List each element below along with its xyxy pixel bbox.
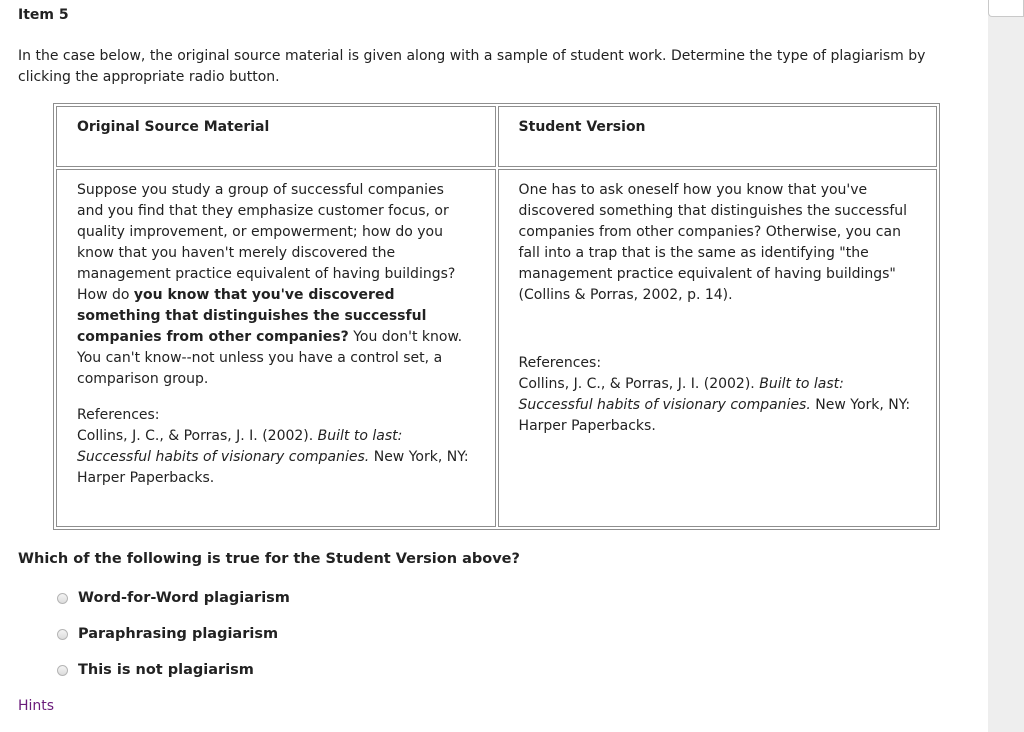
original-text-part2: You don't know. You can't know--not unless you have a control set, a comparison group. <box>77 329 463 387</box>
instructions-text: In the case below, the original source material is given along with a sample of student work. Determine the type of plagiarism by clicking the appropriate radio button. <box>18 48 926 85</box>
original-references-heading: References: <box>77 407 160 423</box>
option-label[interactable]: Word-for-Word plagiarism <box>78 590 290 606</box>
original-source-cell <box>56 169 496 527</box>
hints-link[interactable]: Hints <box>18 698 55 714</box>
option-label[interactable]: Paraphrasing plagiarism <box>78 626 279 642</box>
student-references <box>519 353 916 437</box>
original-text-part1: Suppose you study a group of successful companies and you find that they emphasize customer focus, or quality improvement, or empowerment; how do you know that you haven't merely discovered the management practice equivalent of having buildings? How do <box>77 182 456 303</box>
original-source-text <box>77 180 475 390</box>
option-word-for-word[interactable] <box>57 588 290 608</box>
original-reference-entry <box>77 426 475 489</box>
student-version-text: One has to ask oneself how you know that you've discovered something that distinguishes the successful companies from other companies? Otherwise, you can fall into a trap that is the same as identifying "the management practice equivalent of having buildings" (Collins & Porras, 2002, p. 14). <box>518 182 908 303</box>
original-references <box>77 405 475 489</box>
item-title: Item 5 <box>18 7 69 23</box>
option-paraphrasing[interactable] <box>57 624 278 644</box>
radio-button[interactable] <box>57 665 68 676</box>
option-not-plagiarism[interactable] <box>57 660 254 680</box>
side-rail <box>988 0 1024 732</box>
student-references-heading: References: <box>518 355 602 371</box>
side-panel-tab[interactable] <box>988 0 1024 17</box>
header-original-source: Original Source Material <box>56 106 496 167</box>
ref-publisher: New York, NY: Harper Paperbacks. <box>77 449 469 486</box>
ref-authors: Collins, J. C., & Porras, J. I. (2002). <box>77 428 318 444</box>
question-text: Which of the following is true for the Student Version above? <box>18 551 520 567</box>
ref-authors: Collins, J. C., & Porras, J. I. (2002). <box>518 376 760 392</box>
student-version-cell <box>498 169 937 527</box>
comparison-table <box>53 103 940 530</box>
ref-title: Built to last: Successful habits of visionary companies. <box>518 376 844 413</box>
radio-button[interactable] <box>57 629 68 640</box>
option-label[interactable]: This is not plagiarism <box>78 662 254 678</box>
ref-publisher: New York, NY: Harper Paperbacks. <box>518 397 911 434</box>
header-student-version: Student Version <box>498 106 937 167</box>
radio-button[interactable] <box>57 593 68 604</box>
student-reference-entry <box>519 374 916 437</box>
ref-title: Built to last: Successful habits of visionary companies. <box>77 428 403 465</box>
original-text-bold: you know that you've discovered something that distinguishes the successful companies from other companies? <box>77 287 427 345</box>
